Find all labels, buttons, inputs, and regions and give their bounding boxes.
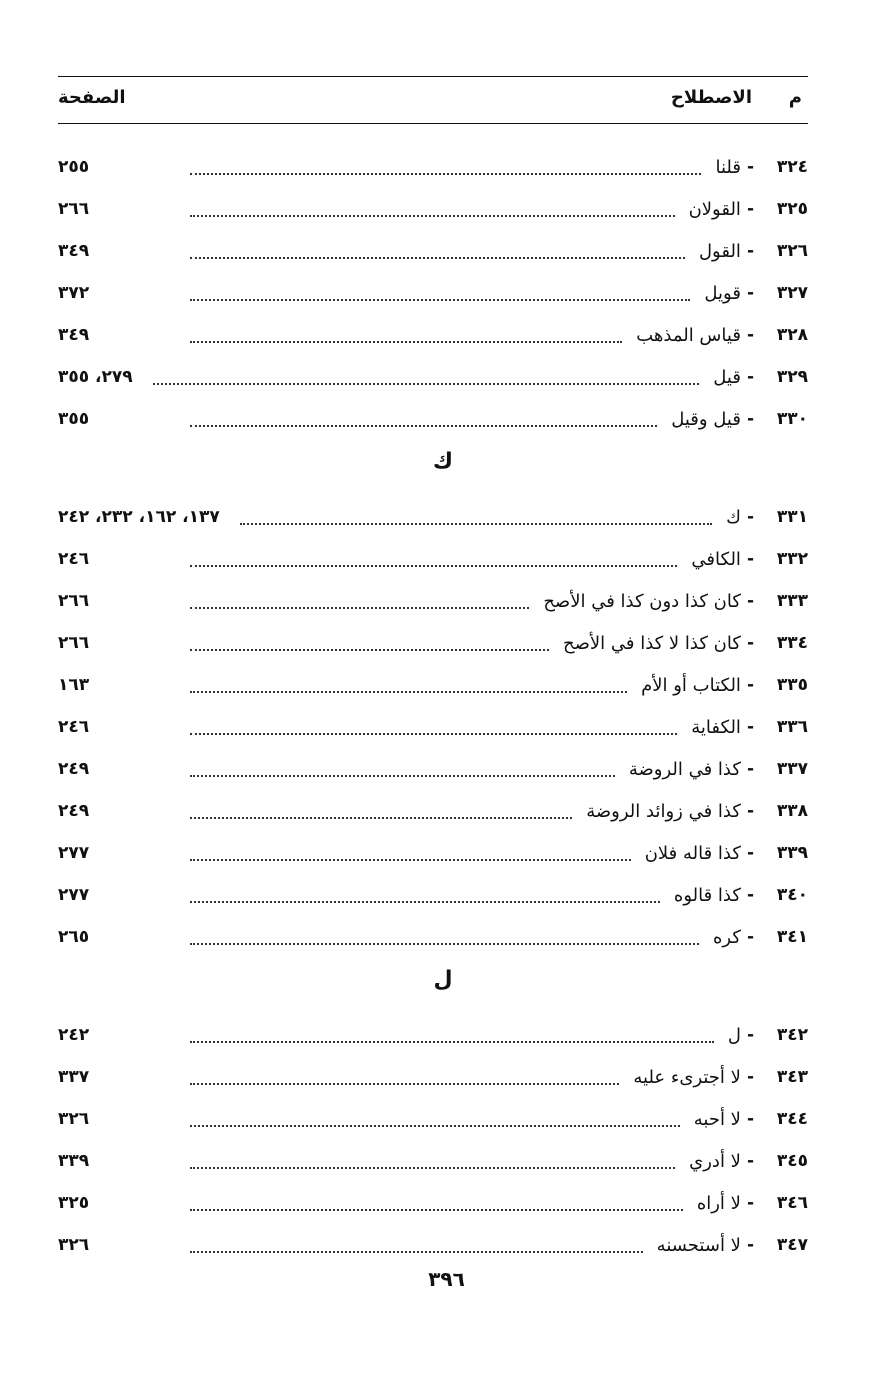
dot-leader	[190, 943, 699, 945]
entry-term: الكتاب أو الأم	[641, 674, 741, 696]
dot-leader	[190, 299, 690, 301]
entry-number: ٣٢٥	[776, 199, 808, 219]
entry-pages: ٢٦٦	[58, 591, 90, 611]
index-row	[58, 664, 808, 706]
entry-pages: ٢٦٥	[58, 927, 90, 947]
entry-number: ٣٤٣	[776, 1067, 808, 1087]
entry-pages: ٣٣٩	[58, 1151, 90, 1171]
entry-pages: ٣٢٦	[58, 1109, 90, 1129]
dot-leader	[190, 1083, 619, 1085]
entry-dash: -	[746, 157, 754, 177]
entry-number: ٣٢٩	[776, 367, 808, 387]
entry-term: كذا في زوائد الروضة	[586, 800, 741, 822]
entry-dash: -	[746, 1151, 754, 1171]
entry-number: ٣٢٨	[776, 325, 808, 345]
index-row	[58, 1140, 808, 1182]
dot-leader	[190, 173, 701, 175]
entry-number: ٣٤٢	[776, 1025, 808, 1045]
entry-term: كذا قالوه	[673, 884, 741, 906]
entry-pages: ٢٥٥	[58, 157, 90, 177]
index-row	[58, 790, 808, 832]
entry-pages: ٣٢٥	[58, 1193, 90, 1213]
entry-term: كان كذا لا كذا في الأصح	[562, 632, 741, 654]
index-row	[58, 398, 808, 440]
entry-pages: ٢٤٩	[58, 801, 90, 821]
dot-leader	[190, 425, 657, 427]
index-row	[58, 1182, 808, 1224]
dot-leader	[190, 1041, 714, 1043]
entry-term: الكفاية	[691, 716, 741, 738]
entry-pages: ٢٧٧	[58, 885, 90, 905]
section-letter: ك	[432, 449, 454, 474]
dot-leader	[190, 817, 572, 819]
index-entries	[58, 146, 808, 1266]
entry-number: ٣٣٢	[776, 549, 808, 569]
entry-number: ٣٤٠	[776, 885, 808, 905]
dot-leader	[190, 215, 675, 217]
entry-dash: -	[746, 367, 754, 387]
dot-leader	[190, 1251, 643, 1253]
index-row	[58, 496, 808, 538]
page-number: ٣٩٦	[428, 1267, 465, 1291]
entry-number: ٣٤٤	[776, 1109, 808, 1129]
entry-term: قيل	[713, 366, 741, 388]
entry-dash: -	[746, 1235, 754, 1255]
entry-number: ٣٤١	[776, 927, 808, 947]
entry-dash: -	[746, 325, 754, 345]
entry-term: قلنا	[715, 156, 741, 178]
header-page-label: الصفحة	[58, 87, 126, 108]
index-row	[58, 916, 808, 958]
entry-term: قيل وقيل	[671, 408, 741, 430]
entry-pages: ٢٧٧	[58, 843, 90, 863]
dot-leader	[190, 341, 622, 343]
entry-term: ك	[726, 506, 741, 528]
entry-pages: ٢٤٦	[58, 549, 90, 569]
entry-number: ٣٣٦	[776, 717, 808, 737]
entry-number: ٣٣٠	[776, 409, 808, 429]
entry-pages: ٢٧٩، ٣٥٥	[58, 367, 133, 387]
entry-dash: -	[746, 675, 754, 695]
entry-number: ٣٢٦	[776, 241, 808, 261]
entry-number: ٣٣٨	[776, 801, 808, 821]
dot-leader	[190, 1167, 675, 1169]
dot-leader	[190, 691, 627, 693]
entry-number: ٣٤٥	[776, 1151, 808, 1171]
entry-pages: ٣٢٦	[58, 1235, 90, 1255]
entry-dash: -	[746, 717, 754, 737]
index-row	[58, 314, 808, 356]
index-row	[58, 874, 808, 916]
index-row	[58, 230, 808, 272]
dot-leader	[153, 383, 700, 385]
entry-pages: ٢٦٦	[58, 633, 90, 653]
entry-pages: ٣٥٥	[58, 409, 90, 429]
entry-dash: -	[746, 241, 754, 261]
entry-number: ٣٤٧	[776, 1235, 808, 1255]
entry-term: كذا في الروضة	[628, 758, 741, 780]
entry-pages: ٣٤٩	[58, 325, 90, 345]
entry-dash: -	[746, 633, 754, 653]
header-term-label: الاصطلاح	[670, 87, 752, 108]
dot-leader	[190, 1125, 680, 1127]
entry-dash: -	[746, 591, 754, 611]
entry-term: لا أحبه	[693, 1108, 741, 1130]
entry-dash: -	[746, 409, 754, 429]
entry-pages: ٣٤٩	[58, 241, 90, 261]
index-row	[58, 1056, 808, 1098]
entry-term: قويل	[704, 282, 741, 304]
index-row	[58, 1224, 808, 1266]
entry-number: ٣٤٦	[776, 1193, 808, 1213]
index-row	[58, 1014, 808, 1056]
index-row	[58, 356, 808, 398]
entry-term: القول	[698, 240, 741, 262]
entry-dash: -	[746, 549, 754, 569]
entry-number: ٣٣٩	[776, 843, 808, 863]
entry-dash: -	[746, 885, 754, 905]
entry-number: ٣٣٥	[776, 675, 808, 695]
entry-dash: -	[746, 843, 754, 863]
entry-dash: -	[746, 1067, 754, 1087]
entry-pages: ٢٤٦	[58, 717, 90, 737]
dot-leader	[190, 257, 685, 259]
entry-term: كره	[713, 926, 741, 948]
entry-number: ٣٢٤	[776, 157, 808, 177]
dot-leader	[190, 565, 677, 567]
entry-number: ٣٣١	[776, 507, 808, 527]
entry-pages: ١٦٣	[58, 675, 90, 695]
entry-term: لا أجترىء عليه	[633, 1066, 741, 1088]
index-row	[58, 146, 808, 188]
entry-number: ٣٣٤	[776, 633, 808, 653]
entry-pages: ١٣٧، ١٦٢، ٢٣٢، ٢٤٢	[58, 507, 220, 527]
index-row	[58, 188, 808, 230]
entry-term: الكافي	[691, 548, 741, 570]
dot-leader	[190, 775, 615, 777]
dot-leader	[190, 901, 660, 903]
entry-term: كذا قاله فلان	[644, 842, 741, 864]
dot-leader	[190, 733, 677, 735]
dot-leader	[190, 607, 529, 609]
header-number-label: م	[788, 87, 802, 108]
entry-pages: ٢٤٢	[58, 1025, 90, 1045]
index-row	[58, 538, 808, 580]
entry-number: ٣٣٧	[776, 759, 808, 779]
entry-number: ٣٣٣	[776, 591, 808, 611]
table-header	[58, 82, 808, 116]
dot-leader	[190, 859, 631, 861]
section-letter: ل	[433, 967, 453, 992]
entry-dash: -	[746, 199, 754, 219]
entry-dash: -	[746, 1109, 754, 1129]
entry-term: لا أراه	[696, 1192, 741, 1214]
entry-term: كان كذا دون كذا في الأصح	[543, 590, 741, 612]
entry-pages: ٢٦٦	[58, 199, 90, 219]
index-row	[58, 1098, 808, 1140]
entry-dash: -	[746, 1025, 754, 1045]
entry-pages: ٣٧٢	[58, 283, 90, 303]
entry-dash: -	[746, 1193, 754, 1213]
index-row	[58, 272, 808, 314]
entry-dash: -	[746, 283, 754, 303]
index-row	[58, 748, 808, 790]
index-row	[58, 706, 808, 748]
entry-term: لا أستحسنه	[656, 1234, 741, 1256]
entry-term: ل	[727, 1024, 741, 1046]
dot-leader	[190, 649, 549, 651]
entry-dash: -	[746, 927, 754, 947]
entry-number: ٣٢٧	[776, 283, 808, 303]
index-row	[58, 832, 808, 874]
entry-dash: -	[746, 507, 754, 527]
entry-pages: ٢٤٩	[58, 759, 90, 779]
entry-term: لا أدري	[689, 1150, 741, 1172]
entry-term: قياس المذهب	[636, 324, 741, 346]
index-row	[58, 622, 808, 664]
entry-term: القولان	[688, 198, 741, 220]
header-bottom-rule	[58, 123, 808, 124]
header-top-rule	[58, 76, 808, 77]
index-row	[58, 580, 808, 622]
entry-dash: -	[746, 759, 754, 779]
entry-pages: ٣٣٧	[58, 1067, 90, 1087]
entry-dash: -	[746, 801, 754, 821]
dot-leader	[240, 523, 712, 525]
dot-leader	[190, 1209, 683, 1211]
